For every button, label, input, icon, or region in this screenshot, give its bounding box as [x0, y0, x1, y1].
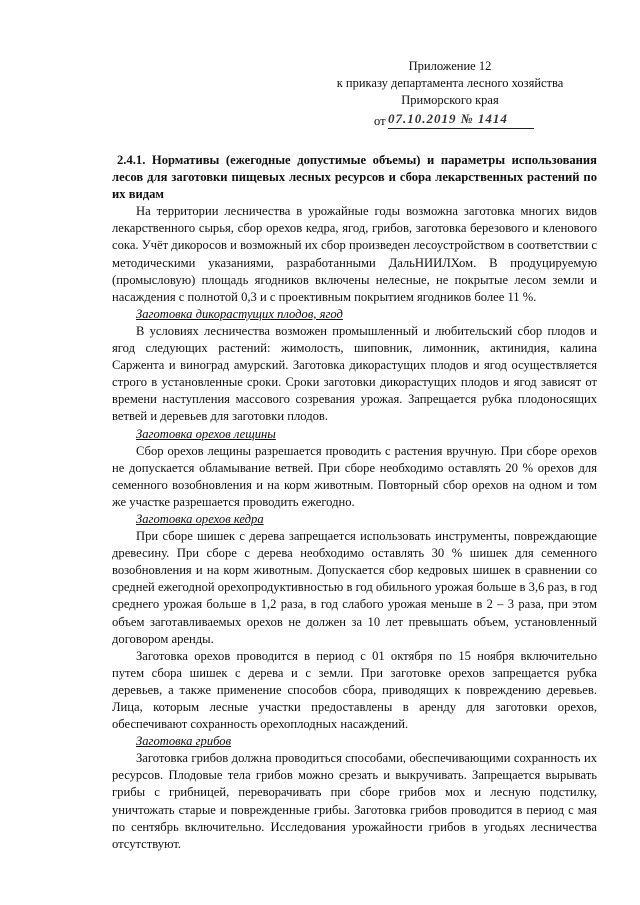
subsection-title-hazelnut: Заготовка орехов лещины	[136, 426, 276, 441]
intro-paragraph: На территории лесничества в урожайные годы возможна заготовка многих видов лекарственного сырья, сбор орехов кедра, ягод, грибов, заготовка березового и кленового сока. Учёт дикоросов и возможный их сбор произведен лесоустройством в соответствии с методическими указаниями, разработанными ДальНИИЛХом. В продуцируемую (промысловую) площадь ягодников включены нелесные, не покрытые лесом земли и насаждения с полнотой 0,3 и с проективным покрытием ягодников более 11 %.	[112, 204, 597, 304]
subsection-title-cedar-nuts: Заготовка орехов кедра	[136, 511, 264, 526]
order-date-line	[374, 112, 534, 132]
appendix-title: Приложение 12	[408, 59, 492, 73]
subsection-title-mushrooms: Заготовка грибов	[136, 734, 232, 749]
paragraph-cedar-nuts-2: Заготовка орехов проводится в период с 01 октября по 15 ноября включительно путем сбора шишек с дерева и с земли. При заготовке орехов запрещается рубка деревьев, а также применение способов сбора, приводящих к повреждению деревьев. Лица, которым лесные участки предоставлены в аренду для заготовки орехов, обеспечивают сохранность орехоплодных насаждений.	[112, 648, 597, 732]
appendix-header	[330, 58, 570, 109]
appendix-order: к приказу департамента лесного хозяйства	[336, 76, 564, 90]
paragraph-hazelnut: Сбор орехов лещины разрешается проводить с растения вручную. При сборе орехов не допускается обламывание ветвей. При сборе необходимо оставлять 20 % орехов для семенного возобновления и на корм животным. Повторный сбор орехов на одном и том же участке разрешается проводить ежегодно.	[112, 443, 597, 509]
subsection-title-berries: Заготовка дикорастущих плодов, ягод	[136, 306, 343, 321]
document-body	[112, 152, 597, 853]
date-underline	[388, 128, 534, 129]
handwritten-date-number: 07.10.2019 № 1414	[388, 111, 508, 126]
paragraph-cedar-nuts-1: При сборе шишек с дерева запрещается использовать инструменты, повреждающие древесину. При сборе с дерева необходимо оставлять 30 % шишек для семенного возобновления и на корм животным. Допускается сбор кедровых шишек в сравнении со средней ежегодной орехопродуктивностью в год обильного урожая больше в 3,6 раз, в год среднего урожая больше в 1,2 раза, в год слабого урожая меньше в 2 – 3 раза, при этом объем заготавливаемых орехов не должен за 10 лет превышать объем, установленный договором аренды.	[112, 529, 597, 646]
appendix-region: Приморского края	[401, 93, 499, 107]
section-heading: 2.4.1. Нормативы (ежегодные допустимые объемы) и параметры использования лесов для заготовки пищевых лесных ресурсов и сбора лекарственных растений по их видам	[112, 153, 597, 202]
date-prefix: от	[374, 114, 386, 128]
paragraph-mushrooms: Заготовка грибов должна проводиться способами, обеспечивающими сохранность их ресурсов. Плодовые тела грибов можно срезать и выкручивать. Запрещается вырывать грибы с грибницей, переворачивать при сборе грибов мох и лесную подстилку, уничтожать старые и поврежденные грибы. Заготовка грибов проводится в период с мая по сентябрь включительно. Исследования урожайности грибов в угодьях лесничества отсутствуют.	[112, 751, 597, 851]
paragraph-berries: В условиях лесничества возможен промышленный и любительский сбор плодов и ягод следующих растений: жимолость, шиповник, лимонник, актинидия, калина Саржента и виноград амурский. Заготовка дикорастущих плодов и ягод осуществляется строго в установленные сроки. Сроки заготовки дикорастущих плодов и ягод зависят от времени наступления массового созревания урожая. Запрещается рубка плодоносящих ветвей и деревьев для заготовки плодов.	[112, 323, 597, 424]
